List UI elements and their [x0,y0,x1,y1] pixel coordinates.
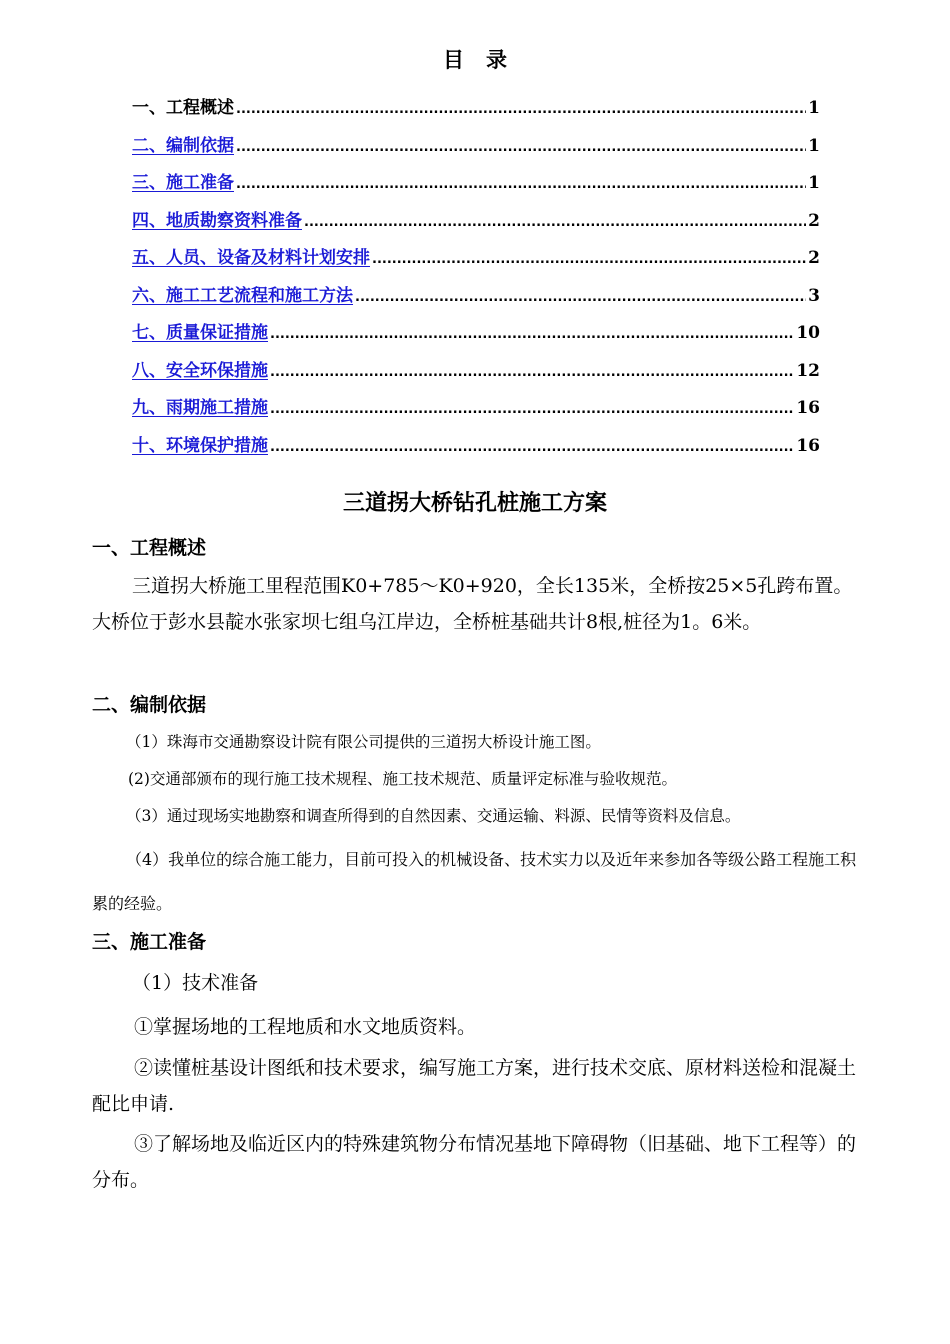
list-item: (2)交通部颁布的现行施工技术规程、施工技术规范、质量评定标准与验收规范。 [128,770,677,788]
list-item: ③了解场地及临近区内的特殊建筑物分布情况基地下障碍物（旧基础、地下工程等）的分布。 [92,1133,857,1191]
toc-row[interactable] [132,207,820,245]
section-heading: 一、工程概述 [92,537,207,559]
toc-leader [270,434,794,462]
toc-row[interactable] [132,432,820,470]
toc-leader [355,284,806,312]
toc-entry-link[interactable]: 三、施工准备 [132,173,234,193]
toc-row[interactable] [132,282,820,320]
toc-row[interactable] [132,319,820,357]
toc-row[interactable] [132,169,820,207]
toc-page-number: 10 [796,323,820,343]
section-heading: 三、施工准备 [92,931,207,953]
toc-entry-link[interactable]: 九、雨期施工措施 [132,398,268,418]
toc-page-number: 1 [808,135,820,156]
toc-entry-link[interactable]: 五、人员、设备及材料计划安排 [132,248,370,268]
toc-leader [236,96,806,124]
toc-entry-link[interactable]: 十、环境保护措施 [132,435,268,456]
toc-leader [236,134,806,162]
list-item: （4）我单位的综合施工能力，目前可投入的机械设备、技术实力以及近年来参加各等级公路工程施工积累的经验。 [92,850,857,913]
toc-leader [270,396,794,424]
toc-page-number: 3 [808,285,820,306]
toc-page-number: 16 [796,398,820,418]
toc-leader [372,246,806,274]
document-title: 三道拐大桥钻孔桩施工方案 [342,491,607,516]
list-item: （1）珠海市交通勘察设计院有限公司提供的三道拐大桥设计施工图。 [126,733,601,751]
toc-leader [270,321,794,349]
list-item: （3）通过现场实地勘察和调查所得到的自然因素、交通运输、料源、民情等资料及信息。 [126,807,741,825]
toc-leader [270,359,794,387]
subsection-heading: （1）技术准备 [132,972,259,994]
toc-entry-link[interactable]: 四、地质勘察资料准备 [132,210,302,231]
toc-row[interactable] [132,357,820,395]
table-of-contents [132,94,820,469]
section-paragraph: 三道拐大桥施工里程范围K0+785～K0+920，全长135米，全桥按25×5孔跨布置。大桥位于彭水县靛水张家坝七组乌江岸边，全桥桩基础共计8根,桩径为1。6米。 [92,575,853,633]
toc-row[interactable] [132,132,820,170]
section-heading: 二、编制依据 [92,694,207,716]
toc-row[interactable] [132,94,820,132]
toc-row[interactable] [132,244,820,282]
toc-entry-link[interactable]: 八、安全环保措施 [132,360,268,381]
toc-entry-link[interactable]: 二、编制依据 [132,135,234,156]
toc-page-number: 1 [808,98,820,118]
toc-entry-text[interactable]: 一、工程概述 [132,98,234,118]
toc-entry-link[interactable]: 七、质量保证措施 [132,323,268,343]
list-item: ②读懂桩基设计图纸和技术要求，编写施工方案，进行技术交底、原材料送检和混凝土配比申请. [92,1057,857,1115]
toc-page-number: 12 [796,360,820,381]
toc-page-number: 1 [808,173,820,193]
list-item: ①掌握场地的工程地质和水文地质资料。 [134,1016,477,1038]
toc-title: 目录 [443,48,529,72]
toc-leader [236,171,806,199]
toc-page-number: 2 [808,210,820,231]
toc-page-number: 16 [796,435,820,456]
toc-row[interactable] [132,394,820,432]
toc-page-number: 2 [808,248,820,268]
toc-entry-link[interactable]: 六、施工工艺流程和施工方法 [132,285,353,306]
toc-leader [304,209,806,237]
